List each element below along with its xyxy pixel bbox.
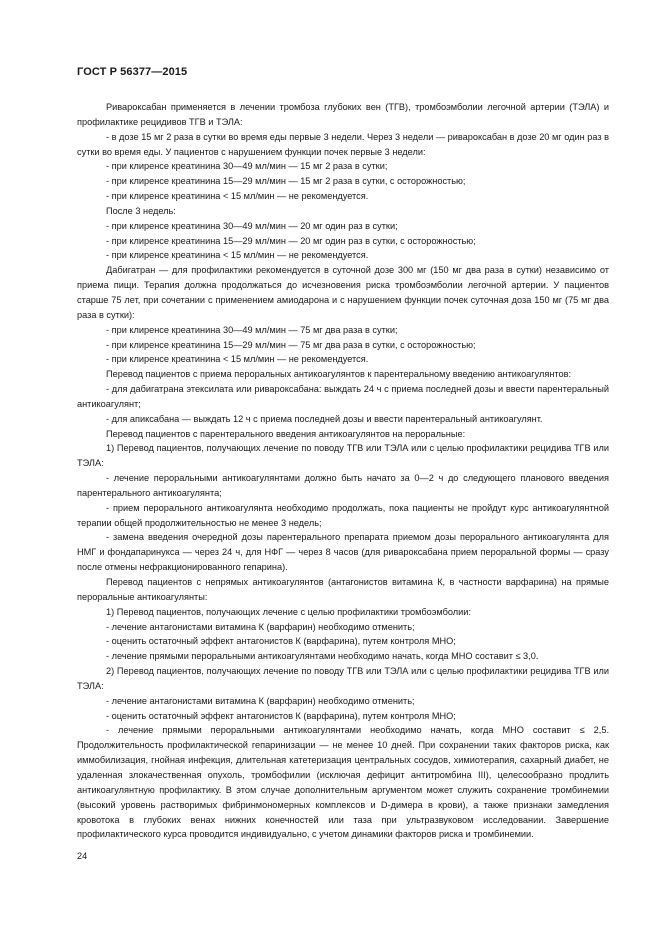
list-item-numbered: 1) Перевод пациентов, получающих лечение с целью профилактики тромбоэмболии: [106, 606, 471, 617]
list-item: - оценить остаточный эффект антагонистов К (варфарина), путем контроля МНО; [106, 710, 456, 721]
list-item-final: - лечение прямыми пероральными антикоагулянтами необходимо начать, когда МНО составит ≤ 2,5. Продолжительность профилактической гепаринизации — не менее 10 дней. При сохранении таких факторов риска, как иммобилизация, гнойная инфекция, длительная катетеризация центральных сосудов, химиотерапия, сахарный диабет, не удаленная злокачественная опухоль, тромбофилии (исключая дефицит антитромбина III), целесообразно продлить антикоагулянтную профилактику. В этом случае дополнительным аргументом может служить сохранение тромбинемии (высокий уровень растворимых фибринмономерных комплексов и D-димера в крови), а также признаки замедления кровотока в глубоких венах нижних конечностей или таза при ультразвуковом исследовании. Завершение профилактического курса проводится индивидуально, с учетом динамики факторов риска и тромбинемии. [77, 725, 609, 840]
paragraph-oral-to-parenteral: Перевод пациентов с приема пероральных антикоагулянтов к парентеральному введению антикоагулянтов: [106, 369, 572, 380]
list-item: - лечение антагонистами витамина К (варфарин) необходимо отменить; [106, 695, 415, 706]
list-item: - лечение прямыми пероральными антикоагулянтами необходимо начать, когда МНО составит ≤ 3,0. [106, 651, 539, 662]
list-item: - лечение антагонистами витамина К (варфарин) необходимо отменить; [106, 621, 415, 632]
paragraph-rivaroxaban-intro: Ривароксабан применяется в лечении тромбоза глубоких вен (ТГВ), тромбоэмболии легочной артерии (ТЭЛА) и профилактике рецидивов ТГВ и ТЭЛА: [77, 102, 609, 127]
document-header: ГОСТ Р 56377—2015 [77, 66, 188, 78]
list-item-numbered: 1) Перевод пациентов, получающих лечение по поводу ТГВ или ТЭЛА или с целью профилактики рецидива ТГВ или ТЭЛА: [77, 443, 609, 469]
list-item: - для дабигатрана этексилата или ривароксабана: выждать 24 ч с приема последней дозы и ввести парентеральный антикоагулянт; [77, 384, 609, 409]
list-item-numbered: 2) Перевод пациентов, получающих лечение по поводу ТГВ или ТЭЛА или с целью профилактики рецидива ТГВ или ТЭЛА: [77, 666, 609, 691]
list-item: - замена введения очередной дозы парентерального препарата приемом дозы перорального антикоагулянта для НМГ и фондапаринукса — через 24 ч, для НФГ — через 8 часов (для ривароксабана прием пероральной формы — сразу после отмены нефракционированного гепарина). [77, 532, 609, 573]
list-item: - при клиренсе креатинина 15—29 мл/мин — 20 мг один раз в сутки, с осторожностью; [106, 235, 476, 246]
list-item: - прием перорального антикоагулянта необходимо продолжать, пока пациенты не пройдут курс антикоагулянтной терапии общей продолжительностью не менее 3 недель; [77, 502, 609, 528]
paragraph-vka-to-doac: Перевод пациентов с непрямых антикоагулянтов (антагонистов витамина К, в частности варфарина) на прямые пероральные антикоагулянты: [77, 577, 609, 602]
paragraph-parenteral-to-oral: Перевод пациентов с парентерального введения антикоагулянтов на пероральные: [106, 428, 466, 439]
list-item: - при клиренсе креатинина < 15 мл/мин — не рекомендуется. [106, 191, 369, 202]
list-item: - для апиксабана — выждать 12 ч с приема последней дозы и ввести парентеральный антикоагулянт. [106, 413, 543, 424]
paragraph-after-3-weeks: После 3 недель: [106, 205, 176, 216]
list-item-dose-15mg: - в дозе 15 мг 2 раза в сутки во время еды первые 3 недели. Через 3 недели — ривароксабан в дозе 20 мг один раз в сутки во время еды. У пациентов с нарушением функции почек первые 3 недели: [77, 131, 609, 157]
list-item: - при клиренсе креатинина < 15 мл/мин — не рекомендуется. [106, 250, 369, 261]
list-item: - при клиренсе креатинина 15—29 мл/мин — 75 мг два раза в сутки, с осторожностью; [106, 339, 476, 350]
list-item: - при клиренсе креатинина < 15 мл/мин — не рекомендуется. [106, 354, 369, 365]
list-item: - при клиренсе креатинина 30—49 мл/мин — 75 мг два раза в сутки; [106, 324, 398, 335]
list-item: - лечение пероральными антикоагулянтами должно быть начато за 0—2 ч до следующего планового введения парентерального антикоагулянта; [77, 473, 609, 498]
paragraph-dabigatran: Дабигатран — для профилактики рекомендуется в суточной дозе 300 мг (150 мг два раза в сутки) независимо от приема пищи. Терапия должна продолжаться до исчезновения риска тромбоэмболии легочной артерии. У пациентов старше 75 лет, при сочетании с применением амиодарона и с нарушением функции почек суточная доза 150 мг (75 мг два раза в сутки): [77, 265, 609, 320]
list-item: - при клиренсе креатинина 30—49 мл/мин — 15 мг 2 раза в сутки; [106, 161, 388, 172]
list-item: - при клиренсе креатинина 15—29 мл/мин — 15 мг 2 раза в сутки, с осторожностью; [106, 176, 466, 187]
page-number: 24 [77, 851, 88, 861]
list-item: - при клиренсе креатинина 30—49 мл/мин — 20 мг один раз в сутки; [106, 220, 398, 231]
list-item: - оценить остаточный эффект антагонистов К (варфарина), путем контроля МНО; [106, 636, 456, 647]
document-body [77, 100, 609, 842]
